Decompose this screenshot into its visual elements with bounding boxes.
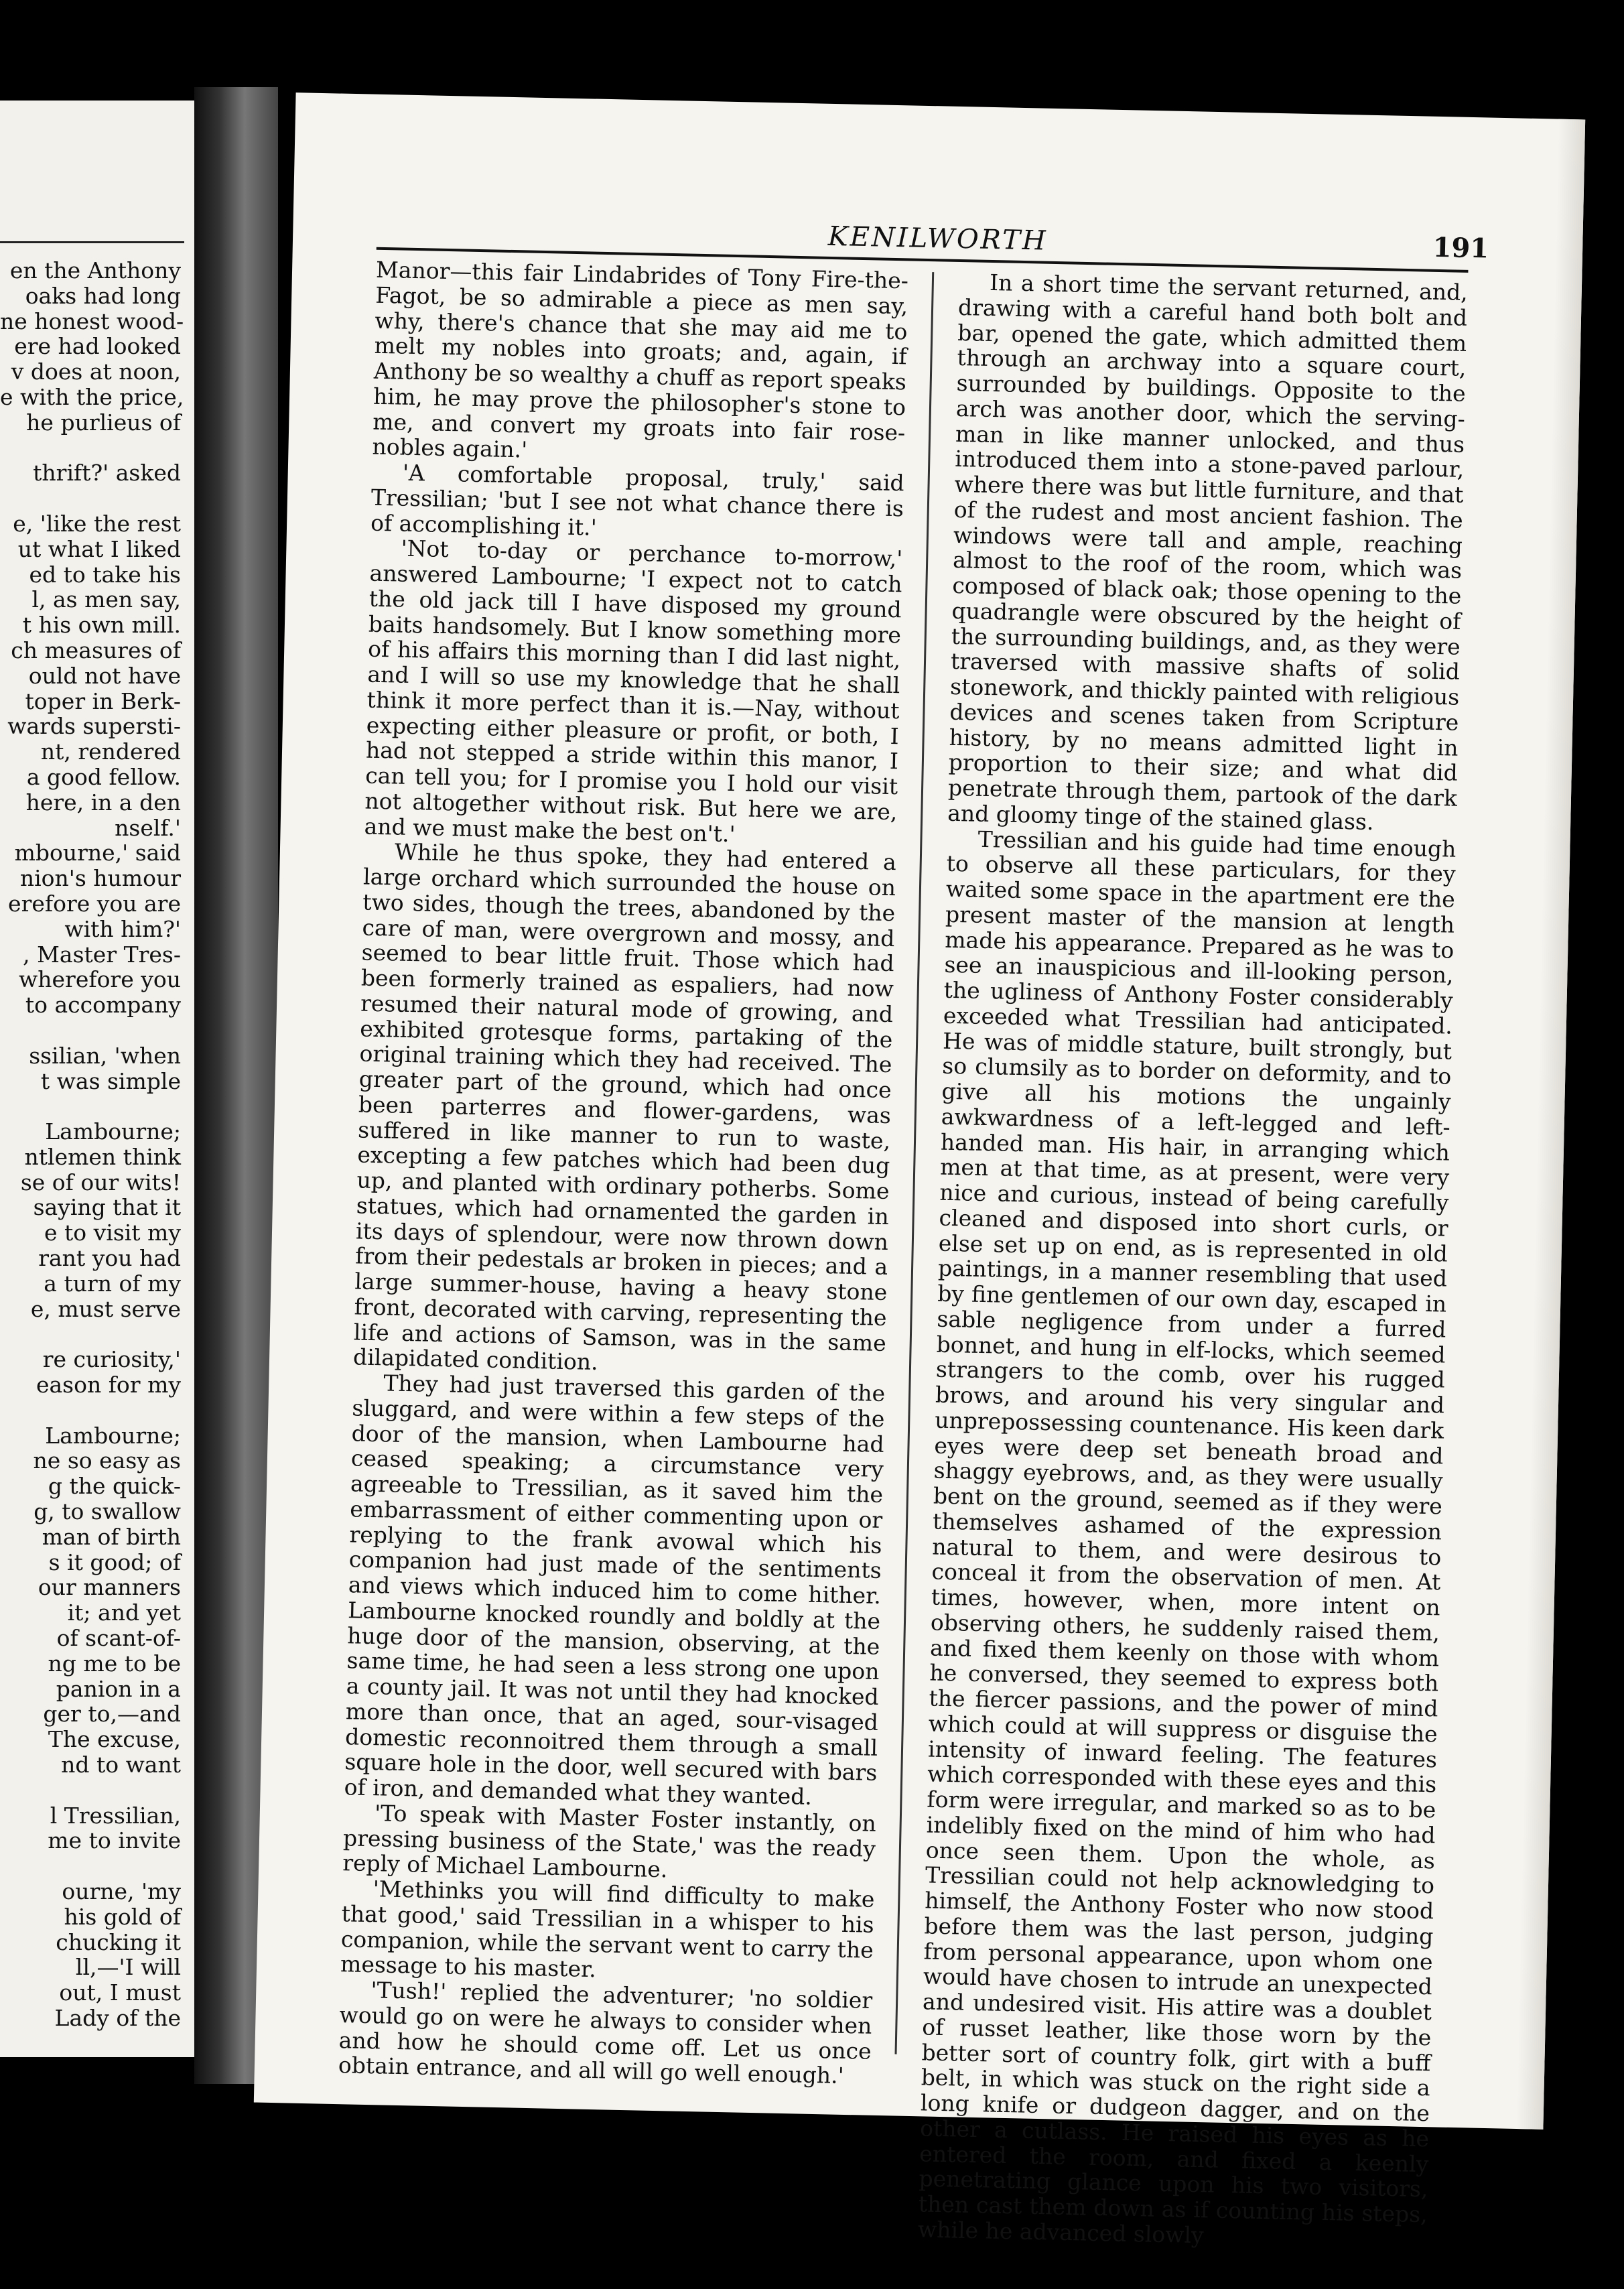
- left-text-line: re curiosity,': [42, 1346, 181, 1373]
- left-text-line: nt, rendered: [40, 738, 181, 765]
- text-column-left: [338, 257, 909, 2089]
- paragraph: 'A comfortable proposal, truly,' said Tressilian; 'but I see not what chance there is of accomplishing it.': [370, 459, 905, 541]
- left-text-line: here, in a den: [25, 789, 181, 815]
- left-text-line: ould not have: [28, 662, 181, 689]
- left-text-line: a good fellow.: [26, 763, 181, 790]
- left-text-line: [0, 1321, 181, 1347]
- paragraph: In a short time the servant returned, and, drawing with a careful hand both bolt and bar, opened the gate, which admitted them through an archway into a square court, surrounded by buildings. Opposite to the arch was another door, which the serving-man in like manner unlocked, and thus introduced them into a stone-paved parlour, where there was but little furniture, and that of the rudest and most ancient fashion. The windows were tall and ample, reaching almost to the roof of the room, which was composed of black oak; those opening to the quadrangle were obscured by the height of the surrounding buildings, and, as they were traversed with massive shafts of solid stonework, and thickly painted with religious devices and scenes taken from Scripture history, by no means admitted light in proportion to their size; and what did penetrate through them, partook of the dark and gloomy tinge of the stained glass.: [947, 269, 1469, 835]
- left-text-line: nion's humour: [19, 865, 181, 892]
- left-text-line: The excuse,: [48, 1726, 181, 1753]
- left-text-line: his gold of: [64, 1903, 181, 1930]
- left-text-line: man of birth: [42, 1523, 181, 1550]
- left-text-line: Lambourne;: [45, 1422, 181, 1449]
- left-text-line: rant you had: [38, 1245, 181, 1272]
- left-text-line: eason for my: [36, 1372, 181, 1398]
- left-text-line: Lady of the: [54, 2004, 181, 2031]
- left-text-line: t was simple: [40, 1067, 181, 1094]
- left-text-line: ere had looked: [14, 333, 181, 360]
- left-text-line: [0, 1018, 181, 1043]
- left-text-line: e, must serve: [30, 1295, 181, 1322]
- running-head: KENILWORTH: [827, 220, 1048, 257]
- paragraph: 'Tush!' replied the adventurer; 'no soldier would go on were he always to consider when and how he should come off. Let us once obtain entrance, and all will go well enough.': [338, 1977, 873, 2089]
- paragraph: Manor—this fair Lindabrides of Tony Fire-the-Fagot, be so admirable a piece as men say, why, there's chance that she may aid me to melt my nobles into groats; and, again, if Anthony be so wealthy a chuff as report speaks him, he may prove the philosopher's stone to me, and convert my groats into fair rose-nobles again.': [372, 256, 909, 463]
- right-page: [254, 92, 1585, 2248]
- left-text-line: [0, 436, 181, 461]
- left-text-line: [0, 486, 181, 511]
- left-text-line: ssilian, 'when: [29, 1042, 181, 1069]
- left-text-line: l Tressilian,: [50, 1802, 181, 1829]
- left-text-line: with him?': [64, 915, 181, 942]
- left-text-line: our manners: [38, 1574, 181, 1601]
- left-text-line: t his own mill.: [22, 612, 181, 639]
- left-text-line: erefore you are: [8, 890, 181, 917]
- left-text-line: [0, 1398, 181, 1423]
- paragraph: 'Not to-day or perchance to-morrow,' answered Lambourne; 'I expect not to catch the old jack till I have disposed my ground baits handsomely. But I know something more of his affairs this morning than I did last night, and I will so use my knowledge that he shall think it more perfect than it is.—Nay, without expecting either pleasure or profit, or both, I had not stepped a stride within this manor, I can tell you; for I promise you I hold our visit not altogether without risk. But here we are, and we must make the best on't.': [364, 535, 903, 847]
- left-text-line: nd to want: [61, 1752, 181, 1778]
- page-edge-shadow: [1516, 119, 1585, 2130]
- left-text-line: g the quick-: [48, 1473, 181, 1500]
- left-text-line: ne so easy as: [33, 1447, 181, 1474]
- left-text-line: it; and yet: [67, 1599, 181, 1626]
- left-text-line: nself.': [115, 814, 181, 841]
- left-text-line: ger to,—and: [43, 1701, 181, 1727]
- left-head-rule: [0, 241, 184, 243]
- left-text-line: toper in Berk-: [25, 688, 181, 714]
- left-text-line: en the Anthony: [9, 257, 181, 283]
- left-text-line: l, as men say,: [31, 586, 181, 613]
- page-number: 191: [1432, 231, 1489, 265]
- paragraph: They had just traversed this garden of the sluggard, and were within a few steps of the door of the mansion, when Lambourne had ceased speaking; a circumstance very agreeable to Tressilian, as it saved him the embarrassment of either commenting upon or replying to the frank avowal which his companion had just made of the sentiments and views which induced him to come hither. Lambourne knocked roundly and boldly at the huge door of the mansion, observing, at the same time, he had seen a less strong one upon a county jail. It was not until they had knocked more than once, that an aged, sour-visaged domestic reconnoitred them through a small square hole in the door, well secured with bars of iron, and demanded what they wanted.: [344, 1370, 886, 1810]
- left-text-line: e, 'like the rest: [13, 510, 181, 537]
- paragraph: 'To speak with Master Foster instantly, on pressing business of the State,' was the ready reply of Michael Lambourne.: [342, 1799, 877, 1883]
- left-text-line: e with the price,: [0, 383, 184, 410]
- left-text-line: Lambourne;: [45, 1118, 181, 1145]
- left-text-line: he purlieus of: [26, 409, 181, 436]
- left-text-line: [0, 1778, 181, 1803]
- left-text-line: to accompany: [25, 992, 181, 1019]
- left-text-line: of scant-of-: [56, 1625, 181, 1652]
- left-text-line: me to invite: [48, 1827, 181, 1854]
- left-text-line: , Master Tres-: [23, 941, 181, 968]
- left-page-text: [0, 257, 184, 2031]
- text-column-right: [918, 269, 1468, 2253]
- left-text-line: ng me to be: [48, 1650, 181, 1677]
- left-page-fragment: [0, 101, 194, 2057]
- left-text-line: thrift?' asked: [33, 460, 181, 486]
- left-text-line: ourne, 'my: [62, 1878, 181, 1904]
- left-text-line: wherefore you: [19, 966, 181, 993]
- left-text-line: ed to take his: [29, 561, 181, 588]
- left-text-line: s it good; of: [48, 1549, 181, 1575]
- left-text-line: v does at noon,: [11, 358, 181, 385]
- left-text-line: mbourne,' said: [14, 840, 181, 866]
- left-text-line: ut what I liked: [17, 535, 181, 562]
- left-text-line: panion in a: [56, 1675, 181, 1702]
- left-text-line: se of our wits!: [20, 1169, 181, 1195]
- left-text-line: ntlemen think: [24, 1143, 181, 1170]
- left-text-line: ch measures of: [11, 637, 181, 663]
- paragraph: Tressilian and his guide had time enough to observe all these particulars, for they waited some space in the apartment ere the present master of the mansion at length made his appearance. Prepared as he was to see an inauspicious and ill-looking person, the ugliness of Anthony Foster considerably exceeded what Tressilian had anticipated. He was of middle stature, built strongly, but so clumsily as to border on deformity, and to give all his motions the ungainly awkwardness of a left-legged and left-handed man. His hair, in arranging which men at that time, as at present, were very nice and curious, instead of being carefully cleaned and disposed into short curls, or else set up on end, as is represented in old paintings, in a manner resembling that used by fine gentlemen of our own day, escaped in sable negligence from under a furred bonnet, and hung in elf-locks, which seemed strangers to the comb, over his rugged brows, and around his very singular and unprepossessing countenance. His keen dark eyes were deep set beneath broad and shaggy eyebrows, and, as they were usually bent on the ground, seemed as if they were themselves ashamed of the expression natural to them, and were desirous to conceal it from the observation of men. At times, however, when, more intent on observing others, he suddenly raised them, and fixed them keenly on those with whom he conversed, they seemed to express both the fiercer passions, and the power of mind which could at will suppress or disguise the intensity of inward feeling. The features which corresponded with these eyes and this form were irregular, and marked so as to be indelibly fixed on the mind of him who had once seen them. Upon the whole, as Tressilian could not help acknowledging to himself, the Anthony Foster who now stood before them was the last person, judging from personal appearance, upon whom one would have chosen to intrude an unexpected and undesired visit. His attire was a doublet of russet leather, like those worn by the better sort of country folk, girt with a buff belt, in which was stuck on the right side a long knife or dudgeon dagger, and on the other a cutlass. He raised his eyes as he entered the room, and fixed a keenly penetrating glance upon his two visitors, then cast them down as if counting his steps, while he advanced slowly: [917, 826, 1457, 2248]
- left-text-line: oaks had long: [25, 282, 181, 309]
- left-text-line: saying that it: [33, 1194, 181, 1221]
- left-text-line: chucking it: [56, 1928, 181, 1955]
- left-text-line: a turn of my: [44, 1270, 181, 1297]
- left-text-line: wards supersti-: [7, 713, 181, 740]
- left-text-line: out, I must: [59, 1979, 181, 2006]
- left-text-line: ll,—'I will: [75, 1954, 181, 1981]
- paragraph: While he thus spoke, they had entered a large orchard which surrounded the house on two sides, though the trees, abandoned by the care of man, were overgrown and mossy, and seemed to bear little fruit. Those which had been formerly trained as espaliers, had now resumed their natural mode of growing, and exhibited grotesque forms, partaking of the original training which they had received. The greater part of the ground, which had once been parterres and flower-gardens, was suffered in like manner to run to waste, excepting a few patches which had been dug up, and planted with ordinary potherbs. Some statues, which had ornamented the garden in its days of splendour, were now thrown down from their pedestals ar broken in pieces; and a large summer-house, having a heavy stone front, decorated with carving, representing the life and actions of Samson, was in the same dilapidated condition.: [352, 838, 897, 1376]
- left-text-line: g, to swallow: [33, 1498, 181, 1525]
- left-text-line: ne honest wood-: [0, 308, 184, 334]
- left-text-line: [0, 1853, 181, 1879]
- paragraph: 'Methinks you will find difficulty to make that good,' said Tressilian in a whisper to his companion, while the servant went to carry the message to his master.: [340, 1876, 875, 1983]
- left-text-line: e to visit my: [44, 1220, 181, 1246]
- left-text-line: [0, 1094, 181, 1119]
